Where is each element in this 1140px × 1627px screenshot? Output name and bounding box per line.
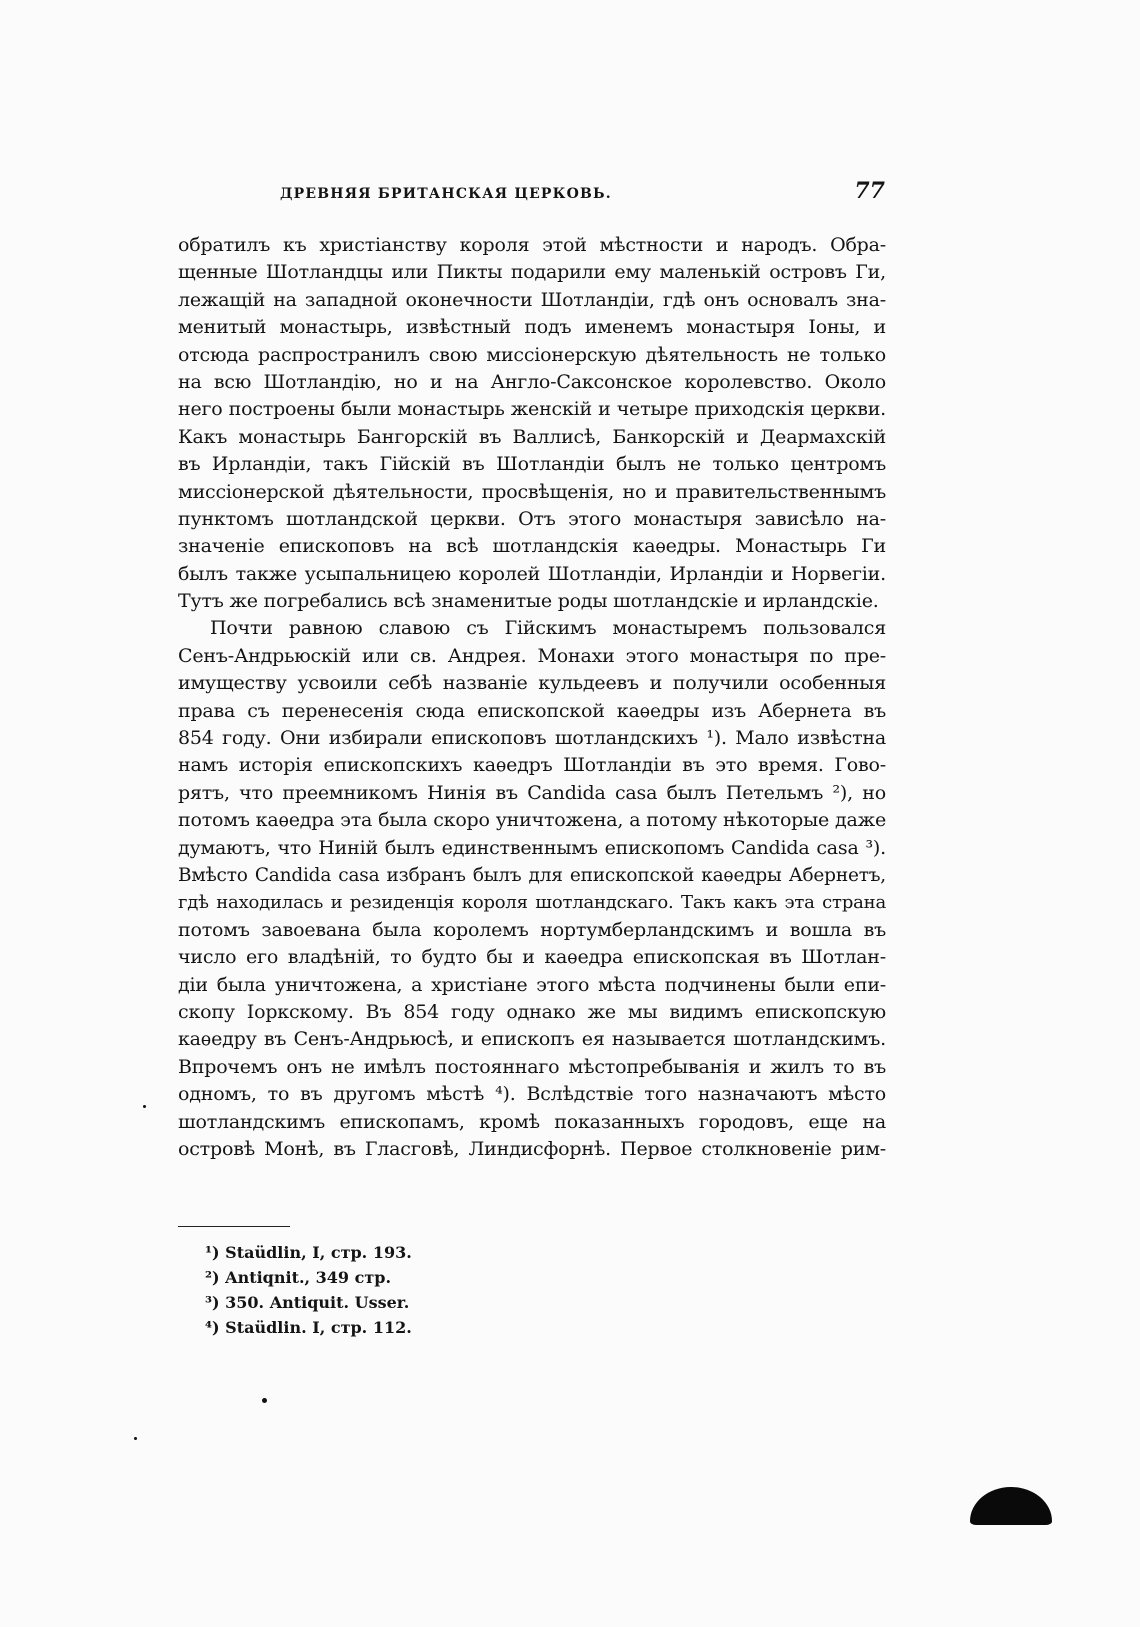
footnote: ⁴) Staüdlin. I, стр. 112. [205, 1318, 412, 1337]
footnote-rule [178, 1226, 290, 1227]
text-line: островѣ Монѣ, въ Гласговѣ, Линдисфорнѣ. Первое столкновеніе рим- [178, 1137, 886, 1160]
text-line: рятъ, что преемникомъ Нинія въ Candida casa былъ Петельмъ ²), но [178, 781, 886, 804]
text-line: въ Ирландіи, такъ Гійскій въ Шотландіи былъ не только центромъ [178, 453, 886, 476]
footnote: ³) 350. Antiquit. Usser. [205, 1293, 410, 1312]
footnote: ²) Antiqnit., 349 стр. [205, 1268, 392, 1287]
text-line: думаютъ, что Ниній былъ единственнымъ епископомъ Candida casa ³). [178, 836, 886, 859]
text-line: Впрочемъ онъ не имѣлъ постояннаго мѣстопребыванія и жилъ то въ [178, 1055, 886, 1078]
text-line: обратилъ къ христіанству короля этой мѣстности и народъ. Обра- [178, 234, 886, 256]
text-line: менитый монастырь, извѣстный подъ именемъ монастыря Іоны, и [178, 316, 886, 339]
text-line: скопу Іоркскому. Въ 854 году однако же мы видимъ епископскую [178, 1000, 886, 1023]
text-line: шотландскимъ епископамъ, кромѣ показанныхъ городовъ, еще на [178, 1110, 886, 1133]
text-line: діи была уничтожена, а христіане этого мѣста подчинены были епи- [178, 973, 886, 996]
text-line: Сенъ-Андрьюскій или св. Андрея. Монахи этого монастыря по пре- [178, 644, 886, 667]
text-line: имуществу усвоили себѣ названіе кульдеевъ и получили особенныя [178, 672, 886, 695]
scan-ink-blot [970, 1487, 1052, 1525]
text-line: одномъ, то въ другомъ мѣстѣ ⁴). Вслѣдствіе того назначаютъ мѣсто [178, 1083, 886, 1106]
text-line: лежащій на западной оконечности Шотландіи, гдѣ онъ основалъ зна- [178, 288, 886, 311]
text-line: былъ также усыпальницею королей Шотландіи, Ирландіи и Норвегіи. [178, 562, 886, 585]
text-line: каѳедру въ Сенъ-Андрьюсѣ, и епископъ ея называется шотландскимъ. [178, 1028, 886, 1051]
scan-speck [134, 1437, 137, 1440]
text-line: на всю Шотландію, но и на Англо-Саксонское королевство. Около [178, 370, 886, 393]
text-line: 854 году. Они избирали епископовъ шотландскихъ ¹). Мало извѣстна [178, 727, 886, 750]
text-line: миссіонерской дѣятельности, просвѣщенія, но и правительственнымъ [178, 480, 886, 503]
text-line: отсюда распространилъ свою миссіонерскую дѣятельность не только [178, 343, 886, 366]
body-text [178, 232, 886, 1163]
footnote: ¹) Staüdlin, I, стр. 193. [205, 1243, 412, 1262]
page-header [170, 180, 885, 210]
text-line: Почти равною славою съ Гійскимъ монастыремъ пользовался [210, 617, 886, 640]
text-line: потомъ каѳедра эта была скоро уничтожена, а потому нѣкоторые даже [178, 809, 886, 832]
text-line: Вмѣсто Candida casa избранъ былъ для епископской каѳедры Абернетъ, [178, 864, 886, 886]
scan-speck [262, 1398, 267, 1403]
text-line: Какъ монастырь Бангорскій въ Валлисѣ, Банкорскій и Деармахскій [178, 425, 886, 448]
scan-speck [143, 1105, 146, 1108]
page-number: 77 [854, 178, 885, 204]
text-line: права съ перенесенія сюда епископской каѳедры изъ Абернета въ [178, 699, 886, 722]
text-line: намъ исторія епископскихъ каѳедръ Шотландіи въ это время. Гово- [178, 754, 886, 777]
text-line: число его владѣній, то будто бы и каѳедра епископская въ Шотлан- [178, 946, 886, 969]
text-line: пунктомъ шотландской церкви. Отъ этого монастыря зависѣло на- [178, 507, 886, 530]
text-line: щенные Шотландцы или Пикты подарили ему маленькій островъ Ги, [178, 261, 886, 284]
text-line: него построены были монастырь женскій и четыре приходскія церкви. [178, 398, 886, 421]
text-line: гдѣ находилась и резиденція короля шотландскаго. Такъ какъ эта страна [178, 892, 886, 914]
footnotes [205, 1240, 705, 1340]
text-line: потомъ завоевана была королемъ нортумберландскимъ и вошла въ [178, 918, 886, 941]
text-line: Тутъ же погребались всѣ знаменитые роды шотландскіе и ирландскіе. [178, 590, 879, 613]
running-head: ДРЕВНЯЯ БРИТАНСКАЯ ЦЕРКОВЬ. [280, 186, 612, 202]
text-line: значеніе епископовъ на всѣ шотландскія каѳедры. Монастырь Ги [178, 535, 886, 558]
